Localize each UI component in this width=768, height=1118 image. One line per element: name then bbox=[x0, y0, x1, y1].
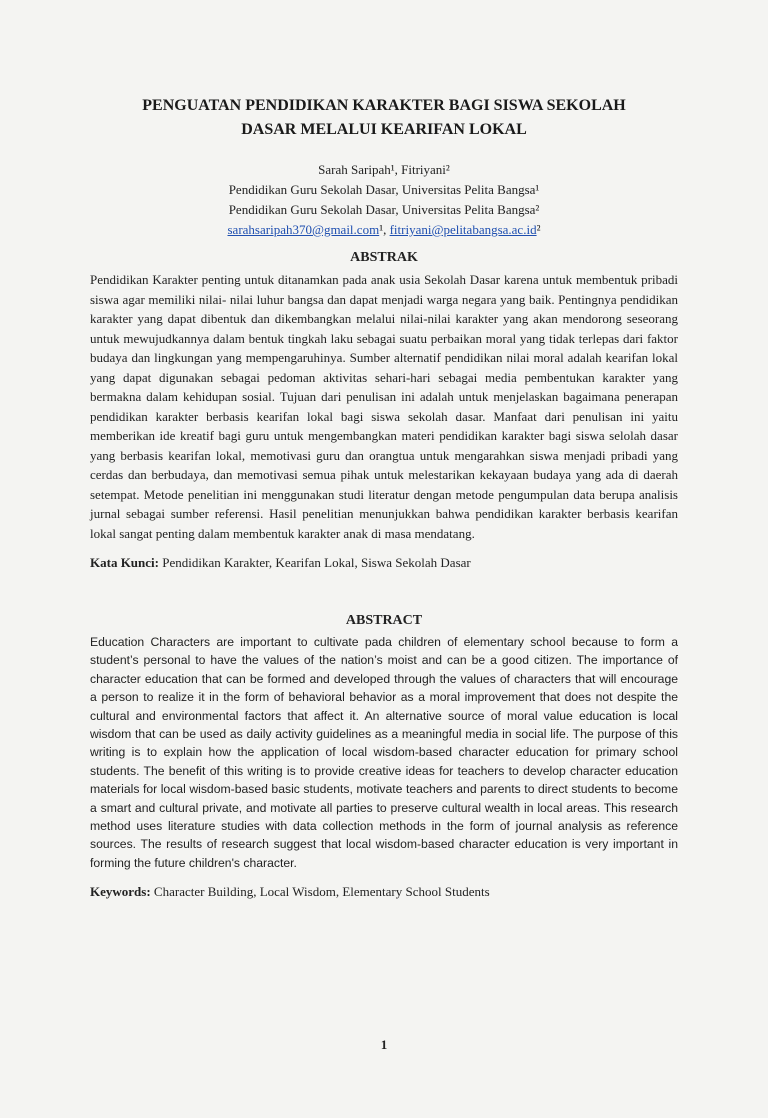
abstrak-heading: ABSTRAK bbox=[350, 250, 418, 265]
keywords-value: Character Building, Local Wisdom, Elementary School Students bbox=[150, 884, 490, 900]
email-2-superscript: ² bbox=[536, 222, 541, 237]
abstract-heading: ABSTRACT bbox=[345, 613, 423, 628]
title-line-2: DASAR MELALUI KEARIFAN LOKAL bbox=[241, 121, 527, 138]
page-number: 1 bbox=[380, 1037, 388, 1052]
keywords bbox=[90, 882, 678, 902]
email-link-2[interactable]: fitriyani@pelitabangsa.ac.id bbox=[389, 222, 537, 237]
kata-kunci-label: Kata Kunci: bbox=[90, 555, 159, 570]
kata-kunci bbox=[90, 553, 678, 573]
affiliation-1: Pendidikan Guru Sekolah Dasar, Universitas Pelita Bangsa¹ bbox=[228, 182, 540, 197]
affiliation-2: Pendidikan Guru Sekolah Dasar, Universitas Pelita Bangsa² bbox=[228, 202, 540, 217]
abstrak-body: Pendidikan Karakter penting untuk ditanamkan pada anak usia Sekolah Dasar karena untuk membentuk pribadi siswa agar memiliki nilai- nilai luhur bangsa dan dapat menjadi warga negara yang baik. Pentingnya pendidikan karakter yang dapat dibentuk dan dikembangkan melalui nilai-nilai karakter yang akan mendorong seseorang untuk mewujudkannya dalam bentuk tingkah laku sebagai suatu perbaikan moral yang tidak terlepas dari faktor budaya dan lingkungan yang mempengaruhinya. Sumber alternatif pendidikan nilai moral adalah kearifan lokal yang dapat digunakan sebagai pedoman aktivitas sehari-hari sebagai media pembentukan karakter yang bermakna dalam kehidupan sosial. Tujuan dari penulisan ini adalah untuk menjelaskan bagaimana penerapan pendidikan karakter berbasis kearifan lokal bagi siswa sekolah dasar. Manfaat dari penulisan ini yaitu memberikan ide kreatif bagi guru untuk mengembangkan materi pendidikan karakter bagi siswa selolah dasar yang berbasis kearifan lokal, memotivasi guru dan orangtua untuk mengarahkan siswa menjadi pribadi yang cerdas dan berbudaya, dan memotivasi semua pihak untuk melestarikan kekayaan budaya yang ada di daerah setempat. Metode penelitian ini menggunakan studi literatur dengan metode pengumpulan data berupa analisis jurnal sebagai sumber referensi. Hasil penelitian menunjukkan bahwa pendidikan karakter berbasis kearifan lokal sangat penting dalam membentuk karakter anak di masa mendatang. bbox=[90, 272, 678, 541]
abstract-body: Education Characters are important to cultivate pada children of elementary school because to form a student’s personal to have the values of the nation’s moist and can be a good citizen. The importance of character education that can be formed and developed through the values of characters that will encourage a person to realize it in the form of behavioral behavior as a moral improvement that does not despite the cultural and environmental factors that affect it. An alternative source of moral value education is local wisdom that can be used as daily activity guidelines as a meaningful media in social life. The purpose of this writing is to explain how the application of local wisdom-based character education for primary school students. The benefit of this writing is to provide creative ideas for teachers to develop character education materials for local wisdom-based basic students, motivate teachers and parents to direct students to become a smart and cultural private, and motivate all parties to preserve cultural wealth in local areas. This research method uses literature studies with data collection methods in the form of journal analysis as reference sources. The results of research suggest that local wisdom-based character education is very important in forming the future children's character. bbox=[90, 635, 678, 870]
email-line bbox=[90, 220, 678, 240]
author-block bbox=[90, 160, 678, 240]
paper-page bbox=[0, 94, 768, 1118]
title-line-1: PENGUATAN PENDIDIKAN KARAKTER BAGI SISWA SEKOLAH bbox=[142, 97, 626, 114]
keywords-label: Keywords: bbox=[90, 884, 151, 900]
kata-kunci-value: Pendidikan Karakter, Kearifan Lokal, Siswa Sekolah Dasar bbox=[158, 555, 471, 570]
paper-title bbox=[90, 94, 678, 142]
author-names: Sarah Saripah¹, Fitriyani² bbox=[318, 162, 450, 177]
email-link-1[interactable]: sarahsaripah370@gmail.com bbox=[227, 222, 380, 237]
email-1-superscript: ¹, bbox=[379, 222, 390, 237]
